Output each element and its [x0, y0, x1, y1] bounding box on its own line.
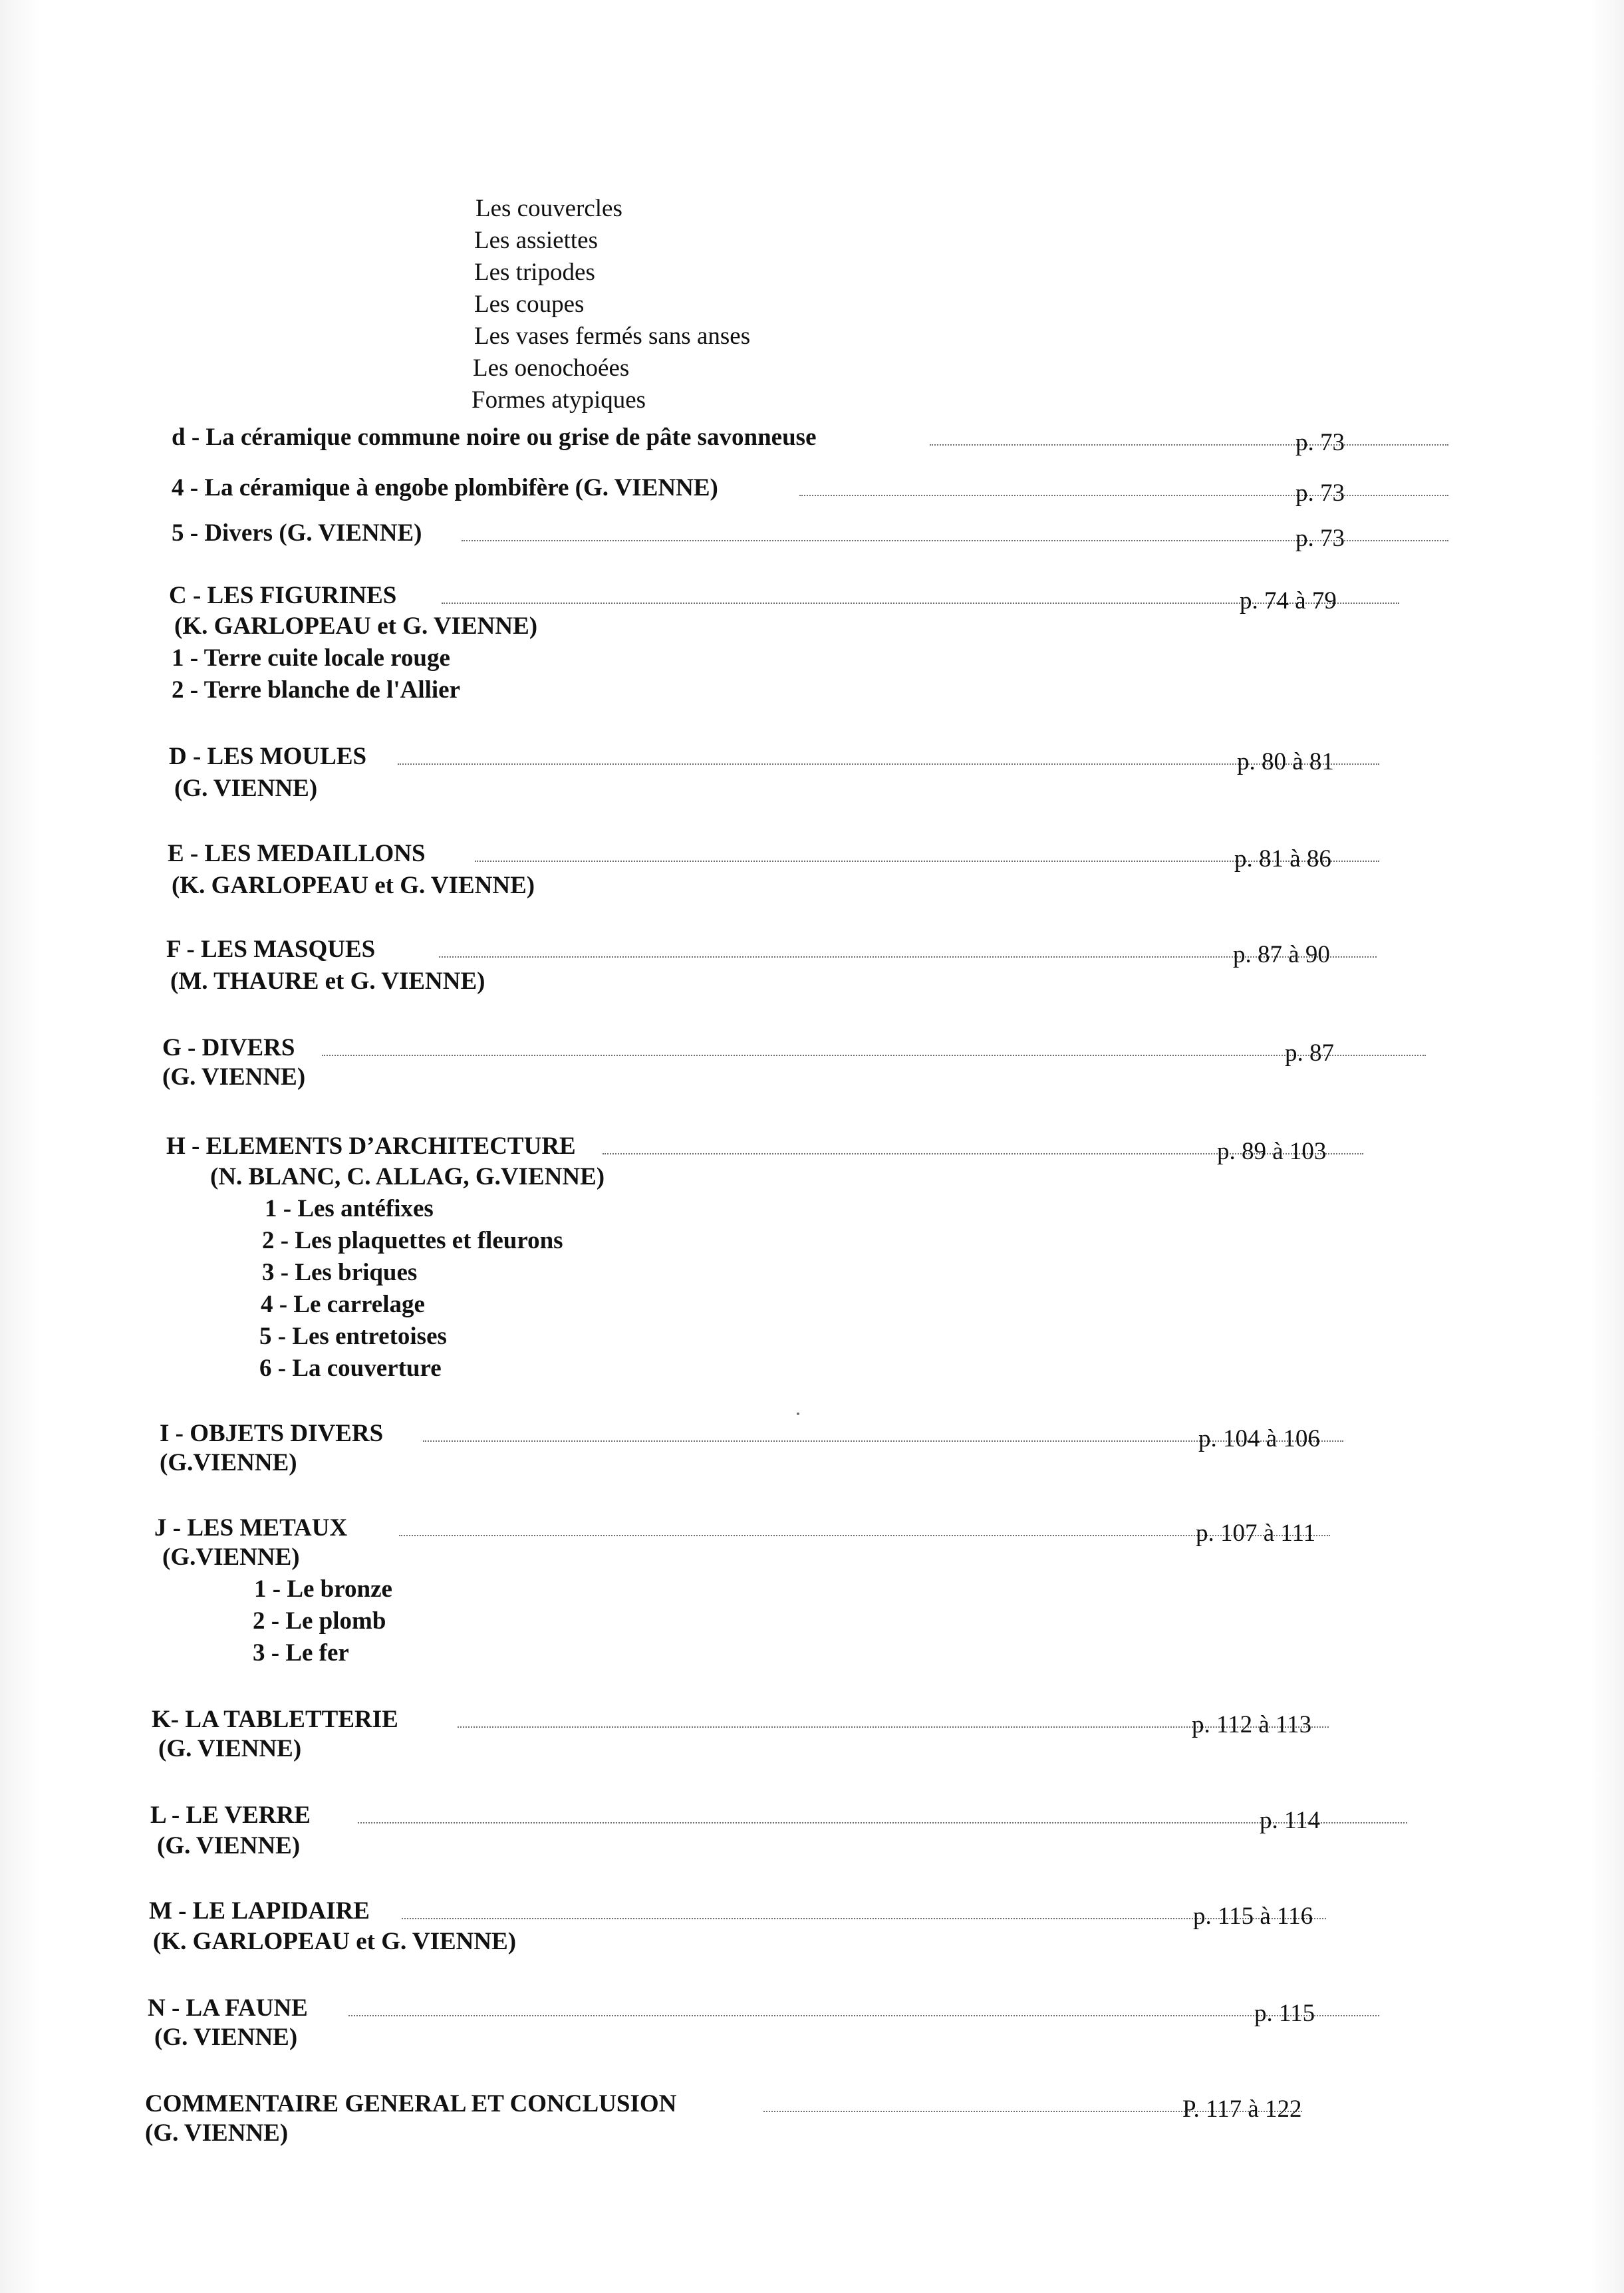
- intro-item: Formes atypiques: [472, 386, 646, 414]
- entry-pages: p. 73: [1295, 525, 1345, 552]
- entry-authors: (G. VIENNE): [162, 1063, 306, 1091]
- entry-authors: (K. GARLOPEAU et G. VIENNE): [174, 612, 538, 640]
- entry-pages: p. 81 à 86: [1234, 845, 1331, 873]
- entry-title: H - ELEMENTS D’ARCHITECTURE: [166, 1133, 576, 1160]
- toc-entry-I: [160, 1415, 1357, 1450]
- entry-authors: (G.VIENNE): [162, 1544, 300, 1571]
- toc-entry-D: [169, 738, 1366, 773]
- toc-entry-J: [154, 1510, 1351, 1547]
- toc-entry-C: [169, 577, 1366, 612]
- entry-title: N - LA FAUNE: [148, 1994, 308, 2022]
- entry-pages: p. 115: [1254, 2000, 1315, 2027]
- toc-entry-L: [150, 1797, 1347, 1834]
- toc-entry-H: [166, 1128, 1363, 1165]
- entry-subitem: 3 - Les briques: [262, 1259, 418, 1286]
- entry-subitem: 2 - Terre blanche de l'Allier: [172, 676, 461, 704]
- dot-leader: [322, 1055, 1426, 1056]
- entry-pages: p. 73: [1295, 479, 1345, 507]
- entry-title: K- LA TABLETTERIE: [152, 1706, 398, 1733]
- dot-leader: [402, 1918, 1326, 1919]
- entry-title: L - LE VERRE: [150, 1802, 311, 1829]
- toc-entry-E: [168, 835, 1365, 873]
- entry-title: I - OBJETS DIVERS: [160, 1420, 384, 1447]
- dot-leader: [930, 444, 1448, 446]
- dot-leader: [799, 495, 1448, 496]
- entry-subitem: 2 - Les plaquettes et fleurons: [262, 1227, 563, 1254]
- entry-pages: p. 73: [1295, 429, 1345, 456]
- entry-title: M - LE LAPIDAIRE: [149, 1897, 370, 1925]
- entry-pages: p. 114: [1260, 1807, 1321, 1834]
- entry-authors: (G.VIENNE): [160, 1449, 297, 1476]
- intro-item: Les assiettes: [474, 227, 598, 254]
- entry-pages: p. 107 à 111: [1196, 1520, 1316, 1547]
- entry-subitem: 5 - Les entretoises: [259, 1323, 447, 1350]
- entry-title: F - LES MASQUES: [166, 936, 376, 963]
- toc-entry-M: [149, 1893, 1346, 1930]
- dot-leader: [398, 763, 1379, 765]
- entry-subitem: 1 - Le bronze: [254, 1575, 392, 1603]
- entry-authors: (G. VIENNE): [174, 775, 318, 802]
- entry-authors: (K. GARLOPEAU et G. VIENNE): [153, 1928, 517, 1955]
- entry-pages: p. 74 à 79: [1240, 587, 1337, 614]
- entry-pages: p. 87 à 90: [1233, 941, 1330, 968]
- entry-pages: p. 87: [1285, 1039, 1334, 1067]
- toc-entry-d: [172, 419, 1369, 454]
- entry-subitem: 2 - Le plomb: [253, 1607, 386, 1635]
- entry-title: G - DIVERS: [162, 1034, 295, 1061]
- entry-authors: (K. GARLOPEAU et G. VIENNE): [172, 872, 535, 899]
- intro-item: Les vases fermés sans anses: [474, 323, 751, 350]
- entry-authors: (G. VIENNE): [158, 1735, 302, 1762]
- entry-title: d - La céramique commune noire ou grise de pâte savonneuse: [172, 424, 817, 451]
- entry-title: COMMENTAIRE GENERAL ET CONCLUSION: [145, 2090, 677, 2117]
- entry-subitem: 3 - Le fer: [253, 1639, 349, 1667]
- entry-pages: p. 112 à 113: [1192, 1711, 1312, 1738]
- toc-entry-4: [172, 470, 1369, 507]
- entry-title: D - LES MOULES: [169, 743, 367, 770]
- dot-leader: [358, 1822, 1407, 1823]
- intro-item: Les tripodes: [474, 259, 595, 286]
- entry-pages: P. 117 à 122: [1182, 2095, 1302, 2123]
- toc-entry-K: [152, 1701, 1349, 1736]
- toc-entry-5: [172, 515, 1369, 552]
- entry-authors: (M. THAURE et G. VIENNE): [170, 968, 485, 995]
- entry-authors: (N. BLANC, C. ALLAG, G.VIENNE): [210, 1163, 605, 1190]
- intro-item: Les oenochoées: [473, 354, 630, 382]
- entry-authors: (G. VIENNE): [154, 2024, 298, 2051]
- entry-pages: p. 80 à 81: [1237, 748, 1334, 775]
- dot-leader: [348, 2015, 1379, 2016]
- entry-title: C - LES FIGURINES: [169, 582, 397, 609]
- entry-title: E - LES MEDAILLONS: [168, 840, 426, 867]
- entry-title: J - LES METAUX: [154, 1514, 348, 1542]
- entry-subitem: 6 - La couverture: [259, 1355, 442, 1382]
- entry-authors: (G. VIENNE): [157, 1832, 301, 1859]
- entry-title: 4 - La céramique à engobe plombifère (G. VIENNE): [172, 474, 718, 501]
- entry-title: 5 - Divers (G. VIENNE): [172, 519, 422, 547]
- entry-authors: (G. VIENNE): [145, 2119, 289, 2147]
- entry-pages: p. 89 à 103: [1217, 1138, 1327, 1165]
- toc-entry-F: [166, 931, 1363, 966]
- intro-item: Les couvercles: [475, 195, 622, 222]
- toc-entry-G: [162, 1029, 1359, 1067]
- entry-subitem: 1 - Terre cuite locale rouge: [172, 644, 450, 672]
- dot-leader: [399, 1535, 1330, 1536]
- toc-entry-conclusion: [145, 2086, 1342, 2123]
- entry-pages: p. 104 à 106: [1198, 1425, 1320, 1452]
- entry-subitem: 4 - Le carrelage: [261, 1291, 425, 1318]
- toc-entry-N: [148, 1990, 1345, 2027]
- entry-subitem: 1 - Les antéfixes: [265, 1195, 434, 1222]
- intro-item: Les coupes: [474, 291, 585, 318]
- entry-pages: p. 115 à 116: [1193, 1903, 1313, 1930]
